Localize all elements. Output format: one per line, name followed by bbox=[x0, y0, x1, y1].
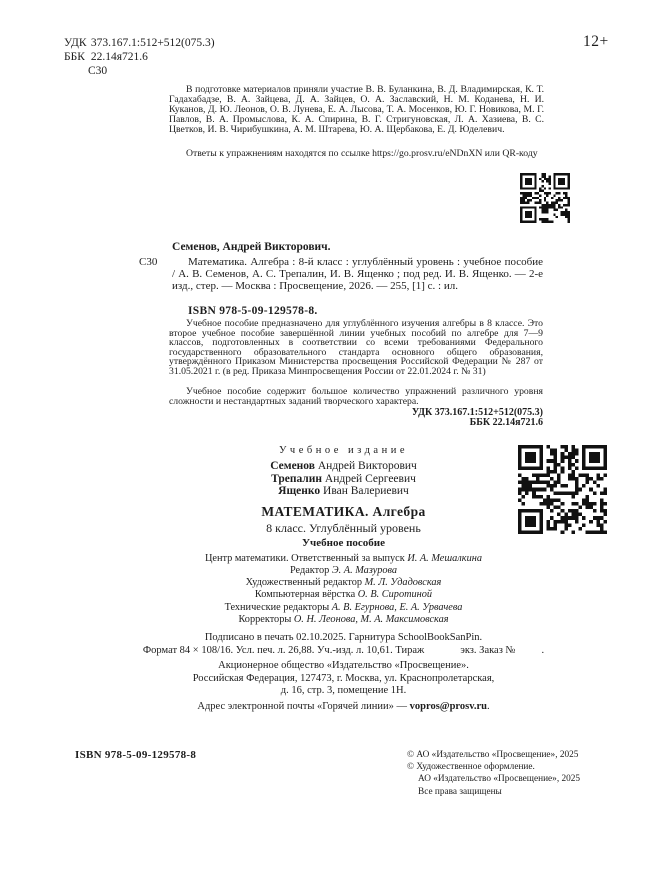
publisher-address bbox=[100, 660, 587, 697]
credit-role: Компьютерная вёрстка bbox=[254, 589, 356, 601]
publisher-line: Российская Федерация, 127473, г. Москва, ул. Краснопролетарская, bbox=[192, 672, 495, 684]
book-title: МАТЕМАТИКА. Алгебра bbox=[261, 503, 426, 519]
qr-code-answers bbox=[520, 173, 570, 223]
isbn-card-line: ISBN 978-5-09-129578-8. bbox=[188, 305, 318, 317]
qr-code-answers-icon bbox=[520, 173, 570, 223]
authors-list bbox=[100, 460, 587, 498]
annotation-paragraph-2: Учебное пособие содержит большое количество упражнений различного уровня сложности и нестандартных заданий творческого характера. bbox=[169, 386, 543, 407]
credit-name: М. Л. Удадовская bbox=[364, 577, 442, 589]
answers-prefix: Ответы к упражнениям находятся по ссылке bbox=[186, 148, 370, 159]
author-rest: Андрей Викторович bbox=[317, 460, 417, 472]
author-rest: Иван Валериевич bbox=[323, 485, 409, 497]
credit-line bbox=[100, 602, 587, 614]
credit-name: Э. А. Мазурова bbox=[331, 564, 398, 576]
author-surname: Семенов bbox=[270, 460, 315, 472]
copyright-block bbox=[407, 749, 580, 798]
credit-role: Редактор bbox=[289, 564, 330, 576]
class-code: С30 bbox=[88, 65, 108, 77]
hotline-email-line bbox=[100, 700, 587, 713]
bibliographic-record: Математика. Алгебра : 8-й класс : углублённый уровень : учебное пособие / А. В. Семенов, А. С. Трепалин, И. В. Ященко ; под ред. И. В. Ященко. — 2-е изд., стер. — Москва : Просвещение, 2026. — 255, [1] с. : ил. bbox=[172, 256, 543, 293]
answers-suffix: или QR-коду bbox=[484, 148, 538, 159]
annotation-paragraph-1: Учебное пособие предназначено для углублённого изучения алгебры в 8 классе. Это второе учебное пособие завершённой линии учебных пособий по алгебре для 7—9 классов, подготовленных в соответствии со всеми требованиями Федерального государственного образовательного стандарта основного общего образования, утверждённого Приказом Министерства просвещения Российской Федерации № 287 от 31.05.2021 г. (в ред. Приказа Минпросвещения России от 22.01.2024 г. № 31) bbox=[169, 318, 543, 377]
hotline-prefix: Адрес электронной почты «Горячей линии» — bbox=[197, 701, 408, 713]
udc-label: УДК bbox=[64, 37, 87, 49]
author-line bbox=[100, 473, 587, 486]
answers-note bbox=[169, 149, 544, 159]
participants-paragraph: В подготовке материалов приняли участие В. В. Буланкина, В. Д. Владимирская, К. Т. Гадахабадзе, В. А. Зайцева, Д. А. Зайцев, О. А. Заславский, Н. М. Коданева, Н. И. Куканов, Д. Ю. Леонов, О. В. Лунева, Е. А. Лысова, Т. А. Мосенков, Ю. Г. Новикова, М. Г. Павлов, В. А. Промыслова, К. А. Спирина, В. Г. Стригуновская, Л. А. Хазиева, В. С. Цветков, И. В. Чирибушкина, А. М. Штарева, Ю. А. Щербакова, Е. Д. Юделевич. bbox=[169, 84, 544, 135]
copyright-line: Все права защищены bbox=[418, 786, 502, 797]
format-part3: . bbox=[541, 645, 545, 657]
card-entry-code: С30 bbox=[139, 256, 158, 268]
bbk-line: ББК 22.14я721.6 bbox=[469, 417, 543, 429]
author-rest: Андрей Сергеевич bbox=[324, 472, 416, 485]
publisher-line: д. 16, стр. 3, помещение 1Н. bbox=[280, 684, 407, 696]
publisher-line: Акционерное общество «Издательство «Просвещение». bbox=[218, 660, 469, 672]
credit-name: О. В. Сиротиной bbox=[357, 589, 433, 601]
udc-value: 373.167.1:512+512(075.3) bbox=[90, 37, 215, 49]
imprint-block bbox=[100, 444, 587, 713]
credit-line bbox=[100, 577, 587, 589]
copyright-line: АО «Издательство «Просвещение», 2025 bbox=[418, 774, 581, 785]
credit-line bbox=[100, 614, 587, 626]
age-rating-badge: 12+ bbox=[583, 33, 609, 50]
bbk-value: 22.14я721.6 bbox=[90, 51, 148, 63]
print-date-line: Подписано в печать 02.10.2025. Гарнитура SchoolBookSanPin. bbox=[204, 632, 483, 644]
credit-role: Художественный редактор bbox=[245, 577, 362, 589]
author-surname: Ященко bbox=[278, 485, 321, 497]
credit-line bbox=[100, 565, 587, 577]
book-subtitle: 8 класс. Углублённый уровень bbox=[266, 520, 421, 535]
credit-role: Центр математики. Ответственный за выпуск bbox=[205, 552, 405, 564]
udc-line: УДК 373.167.1:512+512(075.3) bbox=[411, 407, 543, 418]
format-part1: Формат 84 × 108/16. Усл. печ. л. 26,88. Уч.-изд. л. 10,61. Тираж bbox=[142, 645, 425, 657]
credit-role: Технические редакторы bbox=[224, 601, 330, 613]
hotline-suffix: . bbox=[487, 701, 490, 713]
card-codes-right bbox=[169, 408, 543, 429]
bbk-row bbox=[64, 50, 215, 64]
book-kind: Учебное пособие bbox=[301, 536, 386, 549]
author-line bbox=[100, 460, 587, 473]
answers-url: https://go.prosv.ru/eNDnXN bbox=[372, 148, 483, 159]
card-author-heading: Семенов, Андрей Викторович. bbox=[172, 241, 331, 253]
hotline-email: vopros@prosv.ru bbox=[409, 701, 488, 713]
udc-row bbox=[64, 36, 215, 50]
copyright-line: © Художественное оформление. bbox=[407, 762, 535, 773]
author-line bbox=[100, 485, 587, 498]
author-surname: Трепалин bbox=[271, 472, 323, 485]
credit-role: Корректоры bbox=[238, 613, 292, 625]
format-part2: экз. Заказ № bbox=[460, 645, 516, 657]
edition-type: Учебное издание bbox=[279, 445, 408, 456]
cataloguing-codes bbox=[64, 36, 215, 78]
format-line bbox=[100, 644, 587, 657]
credit-name: И. А. Мешалкина bbox=[407, 552, 482, 564]
credit-line bbox=[100, 589, 587, 601]
isbn-footer: ISBN 978-5-09-129578-8 bbox=[75, 749, 197, 761]
credit-line bbox=[100, 553, 587, 565]
credit-name: А. В. Егурнова, Е. А. Урвачева bbox=[331, 601, 463, 613]
bbk-label: ББК bbox=[64, 51, 85, 63]
credit-name: О. Н. Леонова, М. А. Максимовская bbox=[293, 613, 449, 625]
credits-list bbox=[100, 553, 587, 627]
copyright-line: © АО «Издательство «Просвещение», 2025 bbox=[407, 750, 579, 760]
